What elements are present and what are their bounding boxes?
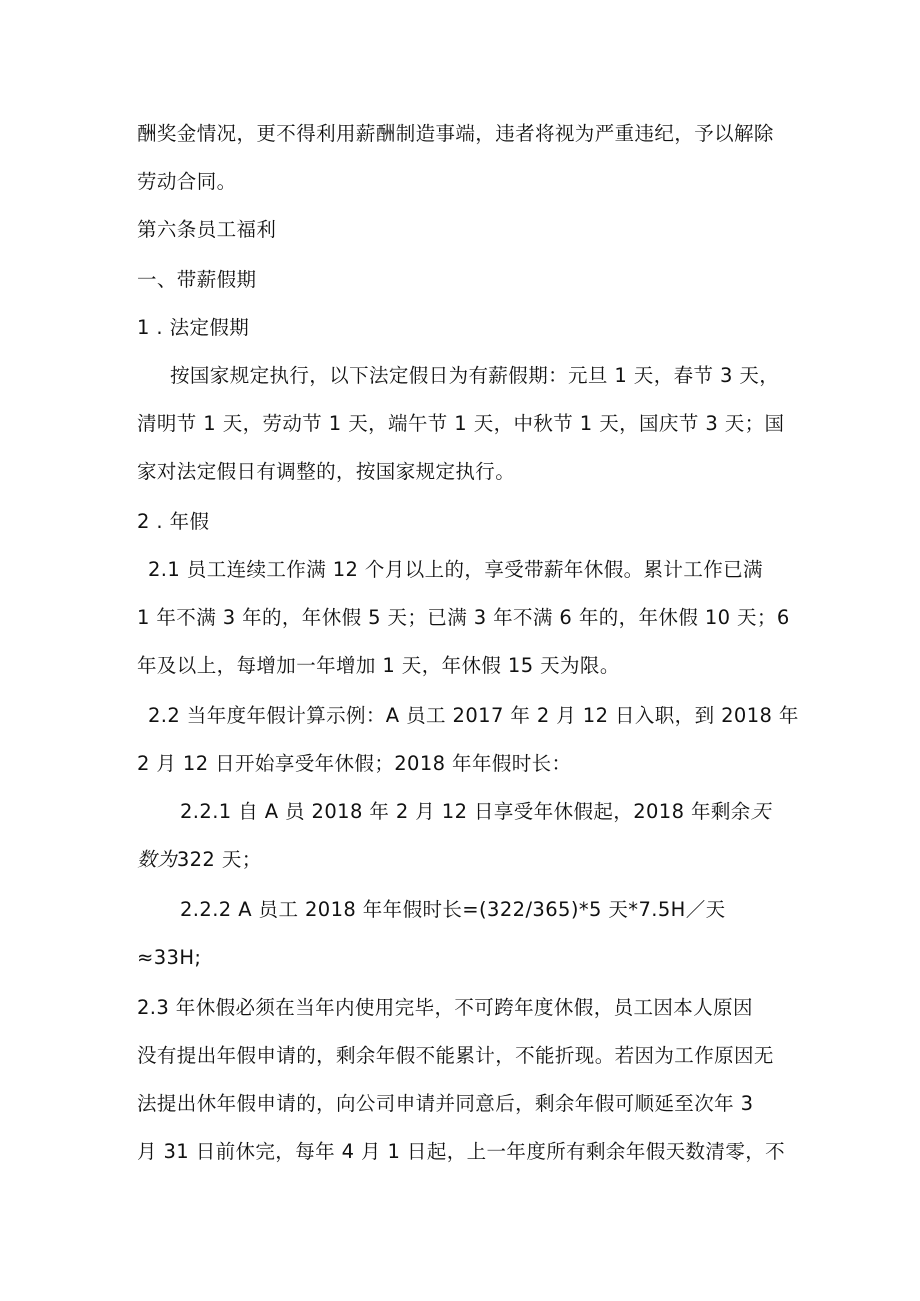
paragraph-line: 酬奖金情况，更不得利用薪酬制造事端，违者将视为严重违纪，予以解除 <box>137 122 774 145</box>
item-heading: 2 . 年假 <box>137 510 210 533</box>
paragraph-line: 2.1 员工连续工作满 12 个月以上的，享受带薪年休假。累计工作已满 <box>148 558 763 581</box>
line-text: 322 天； <box>176 848 262 871</box>
paragraph-line: 劳动合同。 <box>137 170 237 193</box>
italic-text: 数为 <box>137 848 177 871</box>
paragraph-line: 月 31 日前休完，每年 4 月 1 日起，上一年度所有剩余年假天数清零，不 <box>137 1140 786 1163</box>
paragraph-line: 清明节 1 天，劳动节 1 天，端午节 1 天，中秋节 1 天，国庆节 3 天；国 <box>137 412 785 435</box>
paragraph-line: 2.2 当年度年假计算示例：A 员工 2017 年 2 月 12 日入职，到 2018 年 <box>148 704 799 727</box>
paragraph-line: ≈33H; <box>137 946 202 969</box>
paragraph-line <box>137 846 262 874</box>
section-heading: 第六条员工福利 <box>137 218 277 241</box>
paragraph-line: 2.3 年休假必须在当年内使用完毕，不可跨年度休假，员工因本人原因 <box>137 996 753 1019</box>
paragraph-line <box>180 798 771 826</box>
paragraph-line: 年及以上，每增加一年增加 1 天，年休假 15 天为限。 <box>137 654 620 677</box>
subsection-heading: 一、带薪假期 <box>137 268 257 291</box>
paragraph-line: 法提出休年假申请的，向公司申请并同意后，剩余年假可顺延至次年 3 <box>137 1092 754 1115</box>
item-heading: 1 . 法定假期 <box>137 316 250 339</box>
paragraph-line: 家对法定假日有调整的，按国家规定执行。 <box>137 460 516 483</box>
paragraph-line: 1 年不满 3 年的，年休假 5 天；已满 3 年不满 6 年的，年休假 10 天；6 <box>137 606 790 629</box>
paragraph-line: 2 月 12 日开始享受年休假；2018 年年假时长： <box>137 752 572 775</box>
line-text: 2.2.1 自 A 员 2018 年 2 月 12 日享受年休假起，2018 年剩余 <box>180 800 751 823</box>
italic-text: 天 <box>750 800 771 823</box>
paragraph-line: 没有提出年假申请的，剩余年假不能累计，不能折现。若因为工作原因无 <box>137 1044 774 1067</box>
paragraph-line: 2.2.2 A 员工 2018 年年假时长=(322/365)*5 天*7.5H／天 <box>180 898 726 921</box>
paragraph-line: 按国家规定执行，以下法定假日为有薪假期：元旦 1 天，春节 3 天， <box>170 364 780 387</box>
